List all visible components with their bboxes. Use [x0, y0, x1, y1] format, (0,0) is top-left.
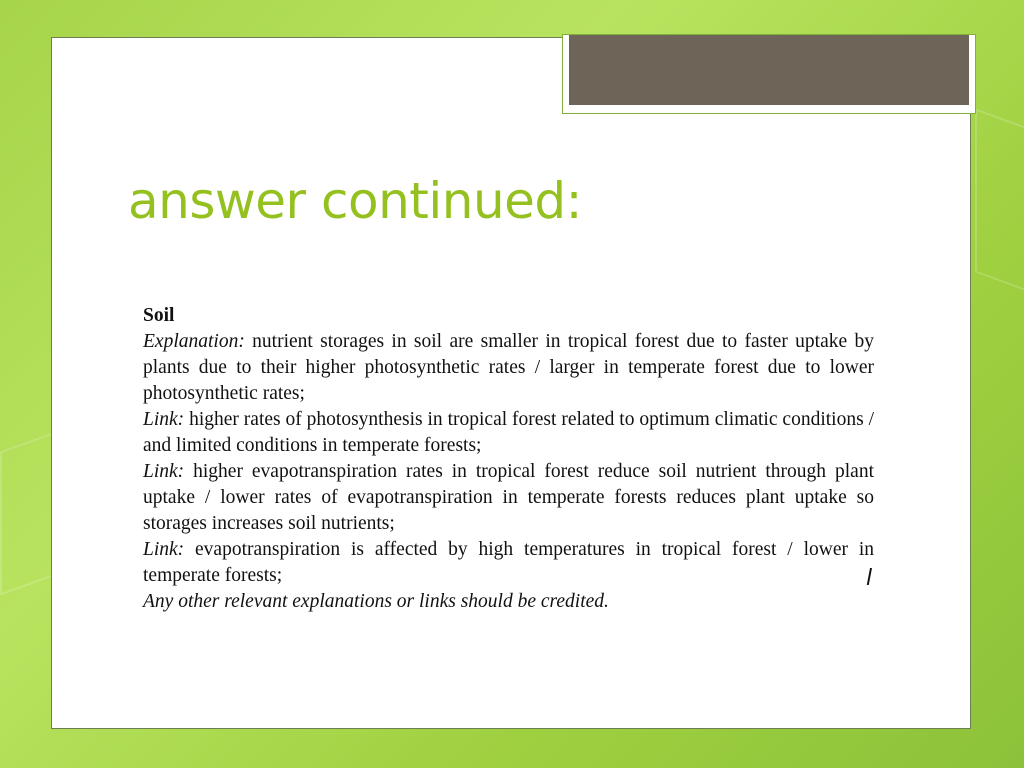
paragraph-text: evapotranspiration is affected by high temperatures in tropical forest / lower in temperate forests; — [143, 539, 874, 586]
paragraph-label: Link: — [143, 461, 185, 482]
link-paragraph — [143, 537, 874, 589]
paragraph-label: Link: — [143, 409, 185, 430]
handwritten-mark: l — [866, 566, 873, 591]
background-hexagon-decoration — [975, 108, 1024, 295]
explanation-paragraph — [143, 329, 874, 407]
paragraph-text: nutrient storages in soil are smaller in tropical forest due to faster uptake by plants due to their higher photosynthetic rates / larger in temperate forest due to lower photosynthetic rates; — [143, 331, 874, 404]
paragraph-text: higher rates of photosynthesis in tropical forest related to optimum climatic conditions / and limited conditions in temperate forests; — [143, 409, 874, 456]
title-tab-decoration — [562, 34, 976, 114]
credit-note: Any other relevant explanations or links should be credited. — [143, 591, 609, 612]
slide-title: answer continued: — [128, 172, 582, 230]
link-paragraph — [143, 459, 874, 537]
link-paragraph — [143, 407, 874, 459]
paragraph-text: higher evapotranspiration rates in tropical forest reduce soil nutrient through plant uptake / lower rates of evapotranspiration in temperate forests reduces plant uptake so storages increases soil nutrients; — [143, 461, 874, 534]
title-tab-fill — [569, 35, 969, 105]
section-heading: Soil — [143, 305, 175, 326]
paragraph-label: Explanation: — [143, 331, 245, 352]
answer-content — [143, 303, 874, 615]
paragraph-label: Link: — [143, 539, 185, 560]
